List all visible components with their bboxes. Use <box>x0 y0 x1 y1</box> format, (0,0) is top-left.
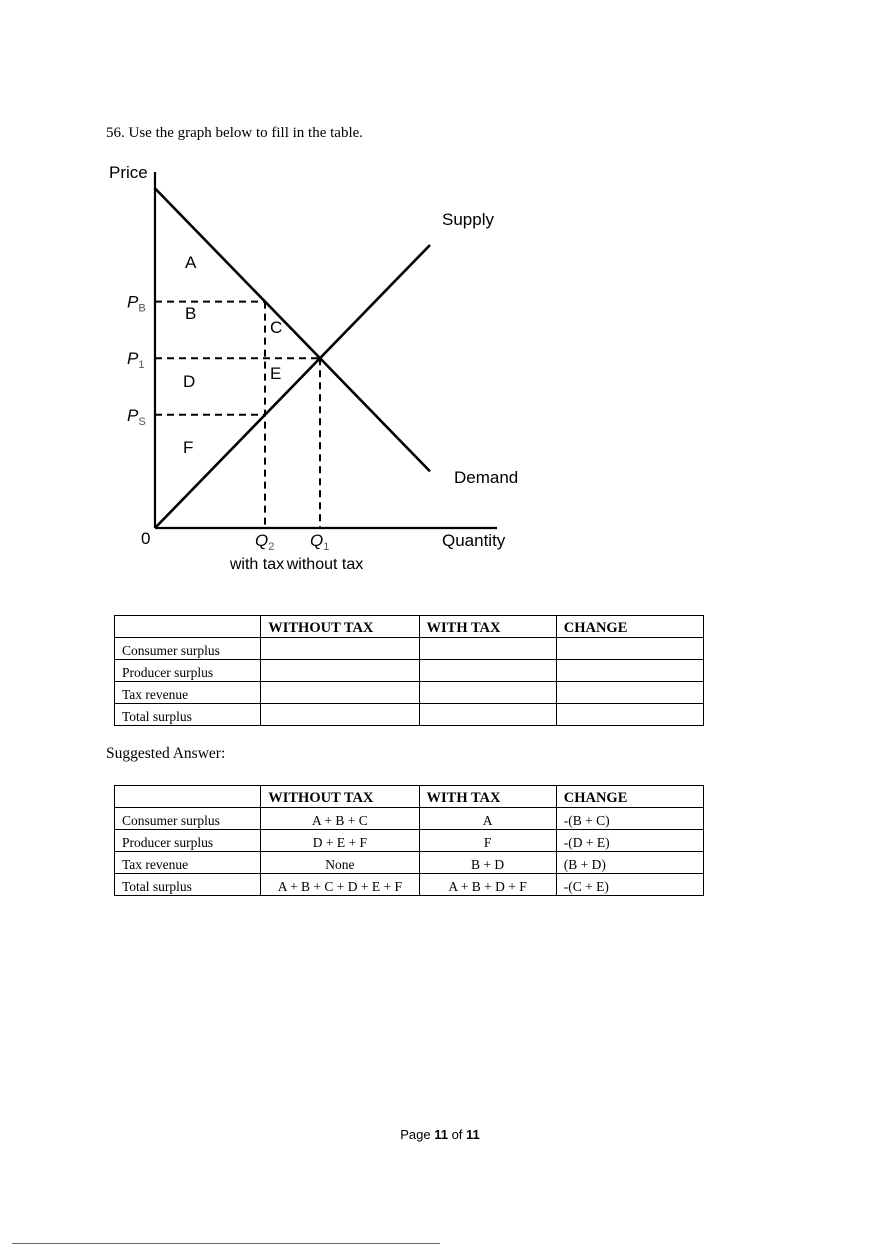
question-text: 56. Use the graph below to fill in the table. <box>106 125 364 141</box>
region-label-a: A <box>185 253 197 272</box>
row-label: Producer surplus <box>115 830 261 852</box>
row-label: Total surplus <box>115 874 261 896</box>
header-cell: WITHOUT TAX <box>261 786 419 808</box>
blank-cell[interactable] <box>556 660 703 682</box>
answer-cell: -(B + C) <box>556 808 703 830</box>
table-row <box>115 830 704 852</box>
table-row <box>115 638 704 660</box>
blank-cell[interactable] <box>419 704 556 726</box>
table-row <box>115 852 704 874</box>
answer-cell: D + E + F <box>261 830 419 852</box>
page-footer <box>0 1127 880 1142</box>
row-label: Consumer surplus <box>115 808 261 830</box>
answer-table <box>114 785 704 896</box>
blank-cell[interactable] <box>261 660 419 682</box>
origin-label: 0 <box>141 529 151 548</box>
answer-cell: A + B + C <box>261 808 419 830</box>
table-row <box>115 808 704 830</box>
answer-cell: B + D <box>419 852 556 874</box>
row-label: Tax revenue <box>115 852 261 874</box>
region-label-c: C <box>270 318 283 337</box>
table-row <box>115 874 704 896</box>
current-page: 11 <box>434 1127 448 1142</box>
blank-table <box>114 615 704 726</box>
blank-cell[interactable] <box>556 682 703 704</box>
blank-cell[interactable] <box>261 638 419 660</box>
suggested-answer-label: Suggested Answer: <box>106 745 226 762</box>
total-pages: 11 <box>466 1127 480 1142</box>
with-tax-note: with tax <box>229 556 285 573</box>
bottom-rule <box>12 1243 440 1244</box>
header-cell: WITHOUT TAX <box>261 616 419 638</box>
blank-cell[interactable] <box>261 682 419 704</box>
region-label-d: D <box>183 372 196 391</box>
blank-cell[interactable] <box>419 660 556 682</box>
region-label-b: B <box>185 304 197 323</box>
header-cell: WITH TAX <box>419 786 556 808</box>
answer-cell: F <box>419 830 556 852</box>
table-row <box>115 660 704 682</box>
table-row <box>115 704 704 726</box>
blank-cell[interactable] <box>419 638 556 660</box>
demand-label: Demand <box>454 468 519 487</box>
blank-cell[interactable] <box>419 682 556 704</box>
table-header-row <box>115 616 704 638</box>
supply-demand-graph <box>100 155 520 580</box>
row-label: Producer surplus <box>115 660 261 682</box>
demand-curve <box>155 188 430 471</box>
header-cell: CHANGE <box>556 786 703 808</box>
answer-cell: A + B + C + D + E + F <box>261 874 419 896</box>
header-cell <box>115 616 261 638</box>
row-label: Consumer surplus <box>115 638 261 660</box>
price-label-s: $P_S$ <box>127 405 146 428</box>
row-label: Tax revenue <box>115 682 261 704</box>
supply-label: Supply <box>442 210 494 229</box>
blank-cell[interactable] <box>556 704 703 726</box>
x-axis-label: Quantity <box>442 531 506 550</box>
answer-cell: -(D + E) <box>556 830 703 852</box>
header-cell: WITH TAX <box>419 616 556 638</box>
without-tax-note: without tax <box>286 556 364 573</box>
blank-cell[interactable] <box>556 638 703 660</box>
answer-cell: A <box>419 808 556 830</box>
table-header-row <box>115 786 704 808</box>
supply-curve <box>155 245 430 528</box>
quantity-label-q1: $Q_1$ <box>310 531 330 553</box>
answer-cell: None <box>261 852 419 874</box>
price-label-1: $P_1$ <box>127 349 145 372</box>
answer-cell: -(C + E) <box>556 874 703 896</box>
quantity-label-q2: $Q_2$ <box>255 531 275 553</box>
price-label-b: $P_B$ <box>127 292 146 315</box>
region-label-f: F <box>183 438 194 457</box>
row-label: Total surplus <box>115 704 261 726</box>
footer-middle: of <box>447 1127 467 1142</box>
answer-cell: A + B + D + F <box>419 874 556 896</box>
answer-cell: (B + D) <box>556 852 703 874</box>
footer-prefix: Page <box>400 1127 435 1142</box>
header-cell: CHANGE <box>556 616 703 638</box>
blank-cell[interactable] <box>261 704 419 726</box>
y-axis-label: Price <box>109 163 148 182</box>
header-cell <box>115 786 261 808</box>
table-row <box>115 682 704 704</box>
region-label-e: E <box>270 364 282 383</box>
